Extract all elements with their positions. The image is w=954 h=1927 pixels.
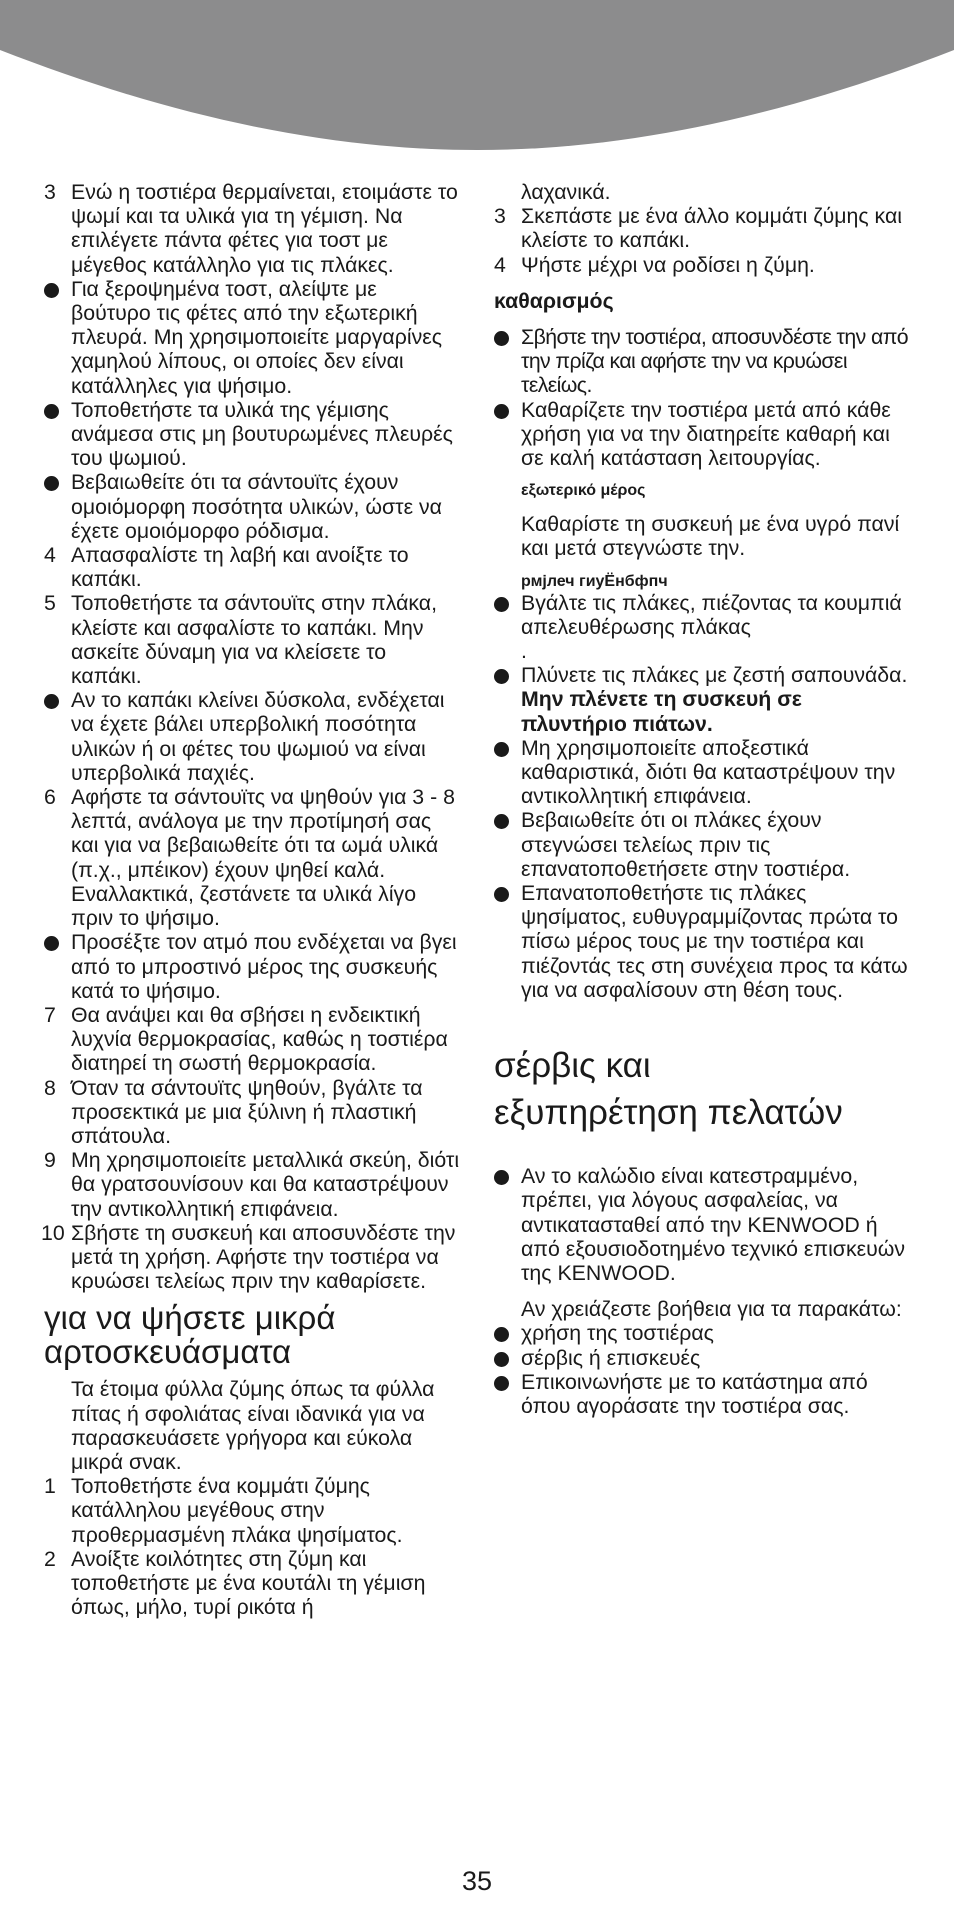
bullet-icon: [494, 1376, 509, 1391]
pastry-step-1: 1 Τοποθετήστε ένα κομμάτι ζύμης κατάλληλου μεγέθους στην προθερμασμένη πλάκα ψησίματος.: [44, 1474, 403, 1547]
step-text: Τοποθετήστε ένα κομμάτι ζύμης κατάλληλου μεγέθους στην προθερμασμένη πλάκα ψησίματος.: [71, 1474, 403, 1547]
step-text: Τοποθετήστε τα σάντουϊτς στην πλάκα, κλείστε και ασφαλίστε το καπάκι. Μην ασκείτε δύναμη για να κλείσετε το καπάκι.: [71, 591, 437, 689]
pastry-step-4: 4 Ψήστε μέχρι να ροδίσει η ζύμη.: [494, 252, 815, 277]
service-title-line-2: εξυπηρέτηση πελατών: [494, 1093, 843, 1133]
page-number: 35: [461, 1866, 493, 1896]
bullet-text: Βεβαιωθείτε ότι οι πλάκες έχουν στεγνώσει τελείως πριν τις επανατοποθετήσετε στην τοστιέρα.: [521, 808, 851, 881]
bullet-icon: [44, 936, 59, 951]
step-8: 8 Όταν τα σάντουϊτς ψηθούν, βγάλτε τα προσεκτικά με μια ξύλινη ή πλαστική σπάτουλα.: [44, 1075, 423, 1148]
step-3: 3 Ενώ η τοστιέρα θερμαίνεται, ετοιμάστε το ψωμί και τα υλικά για τη γέμιση. Να επιλέγετε πάντα φέτες για τοστ με μέγεθος κατάλληλο για τις πλάκες.: [44, 180, 458, 277]
step-text: Σκεπάστε με ένα άλλο κομμάτι ζύμης και κλείστε το καπάκι.: [521, 204, 902, 253]
bullet-icon: [44, 476, 59, 491]
bullet-text: χρήση της τοστιέρας: [521, 1321, 714, 1346]
step-text: Όταν τα σάντουϊτς ψηθούν, βγάλτε τα προσεκτικά με μια ξύλινη ή πλαστική σπάτουλα.: [71, 1075, 423, 1148]
step-9: 9 Μη χρησιμοποιείτε μεταλλικά σκεύη, διότι θα γρατσουνίσουν και θα καταστρέψουν την αντικολλητική επιφάνεια.: [44, 1148, 460, 1221]
bullet-item: [494, 398, 910, 471]
header-wave-decoration: [0, 0, 954, 160]
cleaning-heading: καθαρισμός: [494, 288, 614, 313]
step-text: Θα ανάψει και θα σβήσει η ενδεικτική λυχνία θερμοκρασίας, καθώς η τοστιέρα διατηρεί τη σωστή θερμοκρασία.: [71, 1002, 448, 1076]
bullet-icon: [494, 597, 509, 612]
bullet-item: [494, 1370, 910, 1418]
step-7: 7 Θα ανάψει και θα σβήσει η ενδεικτική λυχνία θερμοκρασίας, καθώς η τοστιέρα διατηρεί τη σωστή θερμοκρασία.: [44, 1002, 448, 1076]
bullet-icon: [44, 694, 59, 709]
bullet-icon: [494, 1327, 509, 1342]
exterior-text: Καθαρίστε τη συσκευή με ένα υγρό πανί και μετά στεγνώστε την.: [521, 512, 900, 561]
bullet-text-period: .: [521, 639, 527, 664]
bullet-icon: [494, 1352, 509, 1367]
bullet-text: σέρβις ή επισκευές: [521, 1345, 701, 1370]
bullet-text: Βεβαιωθείτε ότι τα σάντουϊτς έχουν ομοιόμορφη ποσότητα υλικών, ώστε να έχετε ομοιόμορφο ρόδισμα.: [71, 470, 442, 543]
right-column: [494, 180, 910, 1418]
plates-heading: рмјлеч гиуЁнбфпч: [521, 572, 668, 590]
bullet-text: Προσέξτε τον ατμό που ενδέχεται να βγει από το μπροστινό μέρος της συσκευής κατά το ψήσιμο.: [71, 930, 457, 1003]
bullet-text: Πλύνετε τις πλάκες με ζεστή σαπουνάδα.: [521, 663, 908, 688]
step-text: Σβήστε τη συσκευή και αποσυνδέστε την μετά τη χρήση. Αφήστε την τοστιέρα να κρυώσει τελείως πριν την καθαρίσετε.: [71, 1220, 456, 1294]
bullet-text: Βγάλτε τις πλάκες, πιέζοντας τα κουμπιά απελευθέρωσης πλάκας: [521, 590, 902, 639]
bullet-item: [494, 325, 910, 398]
bullet-item: [44, 688, 460, 785]
dishwasher-warning: Μην πλένετε τη συσκευή σε πλυντήριο πιάτων.: [521, 687, 802, 736]
step-text: Απασφαλίστε τη λαβή και ανοίξτε το καπάκι.: [71, 543, 409, 592]
bullet-text: Επανατοποθετήστε τις πλάκες ψησίματος, ευθυγραμμίζοντας πρώτα το πίσω μέρος τους με την τοστιέρα και πιέζοντάς τες στη συνέχεια προς τα κάτω για να ασφαλίσουν στη θέση τους.: [521, 881, 908, 1002]
bullet-item: [494, 881, 910, 1002]
bullet-item: [494, 663, 910, 736]
bullet-icon: [494, 742, 509, 757]
bullet-text: Τοποθετήστε τα υλικά της γέμισης ανάμεσα στις μη βουτυρωμένες πλευρές του ψωμιού.: [71, 397, 453, 471]
bullet-item: [494, 1164, 910, 1285]
pastry-step-2-continued: λαχανικά.: [521, 180, 611, 204]
pastry-step-3: 3 Σκεπάστε με ένα άλλο κομμάτι ζύμης και κλείστε το καπάκι.: [494, 204, 902, 253]
step-10: 10 Σβήστε τη συσκευή και αποσυνδέστε την μετά τη χρήση. Αφήστε την τοστιέρα να κρυώσει τελείως πριν την καθαρίσετε.: [41, 1220, 456, 1294]
step-4: 4 Απασφαλίστε τη λαβή και ανοίξτε το καπάκι.: [44, 543, 409, 592]
bullet-item: [44, 470, 460, 543]
step-text: Ενώ η τοστιέρα θερμαίνεται, ετοιμάστε το ψωμί και τα υλικά για τη γέμιση. Να επιλέγετε πάντα φέτες για τοστ με μέγεθος κατάλληλο για τις πλάκες.: [71, 180, 458, 277]
service-title-line-1: σέρβις και: [494, 1046, 651, 1086]
pastry-step-2: 2 Ανοίξτε κοιλότητες στη ζύμη και τοποθετήστε με ένα κουτάλι τη γέμιση όπως, μήλο, τυρί ρικότα ή: [44, 1546, 426, 1620]
bullet-text: Σβήστε την τοστιέρα, αποσυνδέστε την από την πρίζα και αφήστε την να κρυώσει τελείως.: [521, 325, 909, 398]
bullet-icon: [494, 1170, 509, 1185]
bullet-item: [44, 930, 460, 1003]
bullet-item: [494, 1346, 910, 1370]
exterior-heading: εξωτερικό μέρος: [521, 482, 646, 500]
bullet-icon: [44, 283, 59, 298]
bullet-text: Αν το καπάκι κλείνει δύσκολα, ενδέχεται να έχετε βάλει υπερβολική ποσότητα υλικών ή οι φέτες του ψωμιού να είναι υπερβολικά παχιές.: [71, 688, 445, 785]
step-text: Ανοίξτε κοιλότητες στη ζύμη και τοποθετήστε με ένα κουτάλι τη γέμιση όπως, μήλο, τυρί ρικότα ή: [71, 1546, 426, 1620]
bullet-icon: [494, 331, 509, 346]
left-column: [41, 180, 460, 1620]
bullet-icon: [494, 814, 509, 829]
bullet-text: Για ξεροψημένα τοστ, αλείψτε με βούτυρο τις φέτες από την εξωτερική πλευρά. Μη χρησιμοποιείτε μαργαρίνες χαμηλού λίπους, οι οποίες δεν είναι κατάλληλες για ψήσιμο.: [71, 276, 443, 398]
bullet-icon: [494, 404, 509, 419]
bullet-item: [494, 808, 910, 881]
bullet-icon: [494, 887, 509, 902]
bullet-item: [494, 1321, 910, 1345]
pastry-intro: Τα έτοιμα φύλλα ζύμης όπως τα φύλλα πίτας ή σφολιάτας είναι ιδανικά για να παρασκευάσετε γρήγορα και εύκολα μικρά σνακ.: [71, 1377, 435, 1474]
bullet-item: [494, 591, 910, 664]
bullet-text: Επικοινωνήστε με το κατάστημα από όπου αγοράσατε την τοστιέρα σας.: [521, 1369, 868, 1418]
bullet-text: Καθαρίζετε την τοστιέρα μετά από κάθε χρήση για να την διατηρείτε καθαρή και σε καλή κατάσταση λειτουργίας.: [521, 397, 891, 471]
bullet-icon: [494, 669, 509, 684]
step-5: 5 Τοποθετήστε τα σάντουϊτς στην πλάκα, κλείστε και ασφαλίστε το καπάκι. Μην ασκείτε δύναμη για να κλείσετε το καπάκι.: [44, 591, 437, 689]
step-text: Ψήστε μέχρι να ροδίσει η ζύμη.: [521, 252, 815, 277]
bullet-item: [44, 398, 460, 471]
pastry-section-title: για να ψήσετε μικρά αρτοσκευάσματα: [44, 1299, 336, 1371]
step-text: Αφήστε τα σάντουϊτς να ψηθούν για 3 - 8 λεπτά, ανάλογα με την προτίμησή σας και για να βεβαιωθείτε ότι τα ωμά υλικά (π.χ., μπέικον) έχουν ψηθεί καλά. Εναλλακτικά, ζεστάνετε τα υλικά λίγο πριν το ψήσιμο.: [71, 785, 455, 931]
help-intro: Αν χρειάζεστε βοήθεια για τα παρακάτω:: [521, 1297, 902, 1322]
bullet-text: Αν το καλώδιο είναι κατεστραμμένο, πρέπει, για λόγους ασφαλείας, να αντικατασταθεί από την KENWOOD ή από εξουσιοδοτημένο τεχνικό επισκευών της KENWOOD.: [521, 1164, 906, 1285]
step-text: Μη χρησιμοποιείτε μεταλλικά σκεύη, διότι θα γρατσουνίσουν και θα καταστρέψουν την αντικολλητική επιφάνεια.: [71, 1148, 460, 1221]
bullet-icon: [44, 404, 59, 419]
bullet-text: Μη χρησιμοποιείτε αποξεστικά καθαριστικά, διότι θα καταστρέψουν την αντικολλητική επιφάνεια.: [521, 735, 896, 809]
step-6: 6 Αφήστε τα σάντουϊτς να ψηθούν για 3 - 8 λεπτά, ανάλογα με την προτίμησή σας και για να βεβαιωθείτε ότι τα ωμά υλικά (π.χ., μπέικον) έχουν ψηθεί καλά. Εναλλακτικά, ζεστάνετε τα υλικά λίγο πριν το ψήσιμο.: [44, 785, 455, 931]
bullet-item: [494, 736, 910, 809]
bullet-item: [44, 277, 460, 398]
